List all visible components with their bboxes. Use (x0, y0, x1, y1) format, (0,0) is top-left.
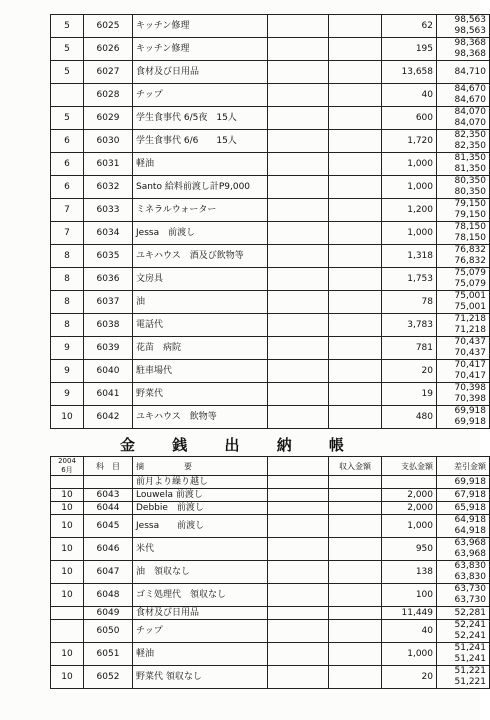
cell-blank (268, 666, 329, 689)
cell-income (329, 38, 382, 61)
cell-balance (437, 584, 490, 607)
balance-value: 65,918 (454, 502, 486, 513)
cell-description: Louwela 前渡し (133, 489, 268, 502)
cell-income (329, 268, 382, 291)
balance-value: 69,918 (454, 417, 486, 427)
cell-blank (268, 176, 329, 199)
header-balance: 差引金額 (437, 457, 490, 476)
cell-expense: 78 (382, 291, 437, 314)
cell-expense: 600 (382, 107, 437, 130)
cell-balance (437, 383, 490, 406)
balance-value: 84,070 (454, 118, 486, 128)
cell-income (329, 84, 382, 107)
cell-expense: 13,658 (382, 61, 437, 84)
balance-value: 76,832 (454, 256, 486, 266)
cell-expense: 1,000 (382, 222, 437, 245)
cell-voucher-no: 6029 (84, 107, 133, 130)
ledger-table-top (50, 14, 490, 429)
cell-description: ユキハウス 酒及び飲物等 (133, 245, 268, 268)
ledger-title: 金 銭 出 納 帳 (120, 436, 360, 454)
cell-income (329, 607, 382, 620)
cell-description: 食材及び日用品 (133, 61, 268, 84)
cell-expense (382, 476, 437, 489)
table-row (51, 199, 490, 222)
cell-income (329, 383, 382, 406)
cell-expense: 1,000 (382, 176, 437, 199)
cell-expense: 1,200 (382, 199, 437, 222)
cell-expense: 1,720 (382, 130, 437, 153)
balance-value: 69,918 (454, 476, 486, 487)
cell-expense: 62 (382, 15, 437, 38)
table-row (51, 666, 490, 689)
cell-balance (437, 84, 490, 107)
cell-income (329, 130, 382, 153)
cell-balance (437, 476, 490, 489)
cell-voucher-no: 6031 (84, 153, 133, 176)
table-row (51, 584, 490, 607)
cell-income (329, 666, 382, 689)
cell-balance (437, 222, 490, 245)
cell-balance (437, 561, 490, 584)
cell-income (329, 538, 382, 561)
cell-month: 6 (51, 176, 84, 199)
cell-description: Jessa 前渡し (133, 515, 268, 538)
balance-value: 78,150 (454, 233, 486, 243)
cell-voucher-no: 6044 (84, 502, 133, 515)
cell-description: 油 領収なし (133, 561, 268, 584)
cell-blank (268, 107, 329, 130)
cell-balance (437, 176, 490, 199)
cell-expense: 781 (382, 337, 437, 360)
cell-expense: 19 (382, 383, 437, 406)
cell-blank (268, 61, 329, 84)
cell-balance (437, 489, 490, 502)
cell-month: 7 (51, 222, 84, 245)
balance-value: 78,150 (454, 222, 486, 232)
table-row (51, 291, 490, 314)
cell-description: 軽油 (133, 153, 268, 176)
balance-value: 51,221 (454, 666, 486, 676)
cell-description: ゴミ処理代 領収なし (133, 584, 268, 607)
cell-balance (437, 38, 490, 61)
cell-voucher-no (84, 476, 133, 489)
cell-voucher-no: 6025 (84, 15, 133, 38)
cell-month: 10 (51, 515, 84, 538)
cell-voucher-no: 6045 (84, 515, 133, 538)
cell-balance (437, 538, 490, 561)
cell-blank (268, 538, 329, 561)
cell-income (329, 584, 382, 607)
cell-description: 前月より繰り越し (133, 476, 268, 489)
cell-balance (437, 406, 490, 429)
cell-expense: 1,318 (382, 245, 437, 268)
cell-expense: 950 (382, 538, 437, 561)
balance-value: 71,218 (454, 325, 486, 335)
table-row (51, 515, 490, 538)
table-row (51, 643, 490, 666)
cell-month: 7 (51, 199, 84, 222)
balance-value: 82,350 (454, 130, 486, 140)
cell-voucher-no: 6040 (84, 360, 133, 383)
cell-month (51, 84, 84, 107)
cell-description: ミネラルウォーター (133, 199, 268, 222)
table-row (51, 360, 490, 383)
table-header-row (51, 457, 490, 476)
table-row (51, 561, 490, 584)
cell-income (329, 61, 382, 84)
cell-balance (437, 643, 490, 666)
cell-blank (268, 607, 329, 620)
table-row (51, 222, 490, 245)
cell-voucher-no: 6039 (84, 337, 133, 360)
cell-expense: 11,449 (382, 607, 437, 620)
cell-blank (268, 502, 329, 515)
header-description: 摘 要 (133, 457, 268, 476)
header-year-month (51, 457, 84, 476)
cell-income (329, 489, 382, 502)
cell-description: 電話代 (133, 314, 268, 337)
cell-income (329, 337, 382, 360)
cell-balance (437, 15, 490, 38)
table-row (51, 245, 490, 268)
cell-blank (268, 643, 329, 666)
balance-value: 52,241 (454, 620, 486, 630)
balance-value: 98,368 (454, 49, 486, 59)
cell-description: Santo 給料前渡し計P9,000 (133, 176, 268, 199)
header-year: 2004 (58, 457, 76, 465)
cell-month: 8 (51, 314, 84, 337)
cell-month (51, 476, 84, 489)
cell-month: 8 (51, 268, 84, 291)
cell-balance (437, 607, 490, 620)
cell-description: 駐車場代 (133, 360, 268, 383)
balance-value: 63,730 (454, 595, 486, 605)
cell-description: 学生食事代 6/5夜 15人 (133, 107, 268, 130)
balance-value: 75,079 (454, 279, 486, 289)
cell-description: キッチン修理 (133, 15, 268, 38)
table-row (51, 107, 490, 130)
cell-balance (437, 515, 490, 538)
balance-value: 70,437 (454, 337, 486, 347)
cell-blank (268, 222, 329, 245)
cell-month: 9 (51, 360, 84, 383)
cell-balance (437, 107, 490, 130)
balance-value: 84,710 (454, 66, 486, 77)
balance-value: 76,832 (454, 245, 486, 255)
cell-description: 油 (133, 291, 268, 314)
cell-description: キッチン修理 (133, 38, 268, 61)
table-row (51, 406, 490, 429)
balance-value: 63,730 (454, 584, 486, 594)
cell-blank (268, 360, 329, 383)
cell-expense: 3,783 (382, 314, 437, 337)
cell-voucher-no: 6030 (84, 130, 133, 153)
cell-balance (437, 337, 490, 360)
balance-value: 98,563 (454, 15, 486, 25)
cell-description: 軽油 (133, 643, 268, 666)
cell-month: 9 (51, 383, 84, 406)
cell-balance (437, 153, 490, 176)
header-blank (268, 457, 329, 476)
cell-description: Debbie 前渡し (133, 502, 268, 515)
balance-value: 84,670 (454, 84, 486, 94)
cell-income (329, 176, 382, 199)
cell-voucher-no: 6046 (84, 538, 133, 561)
cell-voucher-no: 6042 (84, 406, 133, 429)
ledger-table-bottom (50, 456, 490, 689)
cell-balance (437, 502, 490, 515)
cell-voucher-no: 6051 (84, 643, 133, 666)
cell-voucher-no: 6028 (84, 84, 133, 107)
cell-blank (268, 268, 329, 291)
cell-expense: 20 (382, 666, 437, 689)
cell-description: チップ (133, 620, 268, 643)
balance-value: 70,417 (454, 360, 486, 370)
cell-balance (437, 199, 490, 222)
cell-description: ユキハウス 飲物等 (133, 406, 268, 429)
table-row (51, 538, 490, 561)
cell-month: 10 (51, 666, 84, 689)
cell-income (329, 291, 382, 314)
cell-expense: 2,000 (382, 502, 437, 515)
balance-value: 67,918 (454, 489, 486, 500)
balance-value: 80,350 (454, 176, 486, 186)
cell-blank (268, 15, 329, 38)
cell-income (329, 314, 382, 337)
cell-blank (268, 245, 329, 268)
header-expense: 支払金額 (382, 457, 437, 476)
cell-voucher-no: 6047 (84, 561, 133, 584)
table-row (51, 489, 490, 502)
cell-voucher-no: 6035 (84, 245, 133, 268)
cell-month: 10 (51, 561, 84, 584)
cell-blank (268, 584, 329, 607)
cell-voucher-no: 6027 (84, 61, 133, 84)
cell-balance (437, 360, 490, 383)
cell-balance (437, 130, 490, 153)
cell-balance (437, 268, 490, 291)
cell-voucher-no: 6049 (84, 607, 133, 620)
table-row (51, 130, 490, 153)
cell-description: 野菜代 領収なし (133, 666, 268, 689)
cell-expense: 138 (382, 561, 437, 584)
cell-month: 10 (51, 502, 84, 515)
cell-expense: 195 (382, 38, 437, 61)
table-row (51, 268, 490, 291)
cell-balance (437, 245, 490, 268)
cell-month: 10 (51, 489, 84, 502)
cell-month: 5 (51, 15, 84, 38)
balance-value: 98,563 (454, 26, 486, 36)
cell-month: 6 (51, 153, 84, 176)
table-row (51, 502, 490, 515)
balance-value: 84,670 (454, 95, 486, 105)
cell-income (329, 476, 382, 489)
cell-blank (268, 406, 329, 429)
cell-expense: 1,000 (382, 643, 437, 666)
cell-income (329, 620, 382, 643)
balance-value: 81,350 (454, 164, 486, 174)
balance-value: 70,437 (454, 348, 486, 358)
header-income: 収入金額 (329, 457, 382, 476)
cell-balance (437, 620, 490, 643)
balance-value: 75,079 (454, 268, 486, 278)
balance-value: 52,241 (454, 631, 486, 641)
cell-balance (437, 291, 490, 314)
cell-month: 10 (51, 538, 84, 561)
cell-month: 10 (51, 406, 84, 429)
cell-expense: 480 (382, 406, 437, 429)
balance-value: 79,150 (454, 210, 486, 220)
cell-month: 8 (51, 291, 84, 314)
cell-income (329, 406, 382, 429)
cell-income (329, 222, 382, 245)
cell-month (51, 620, 84, 643)
cell-balance (437, 61, 490, 84)
cell-expense: 20 (382, 360, 437, 383)
cell-voucher-no: 6033 (84, 199, 133, 222)
cell-month (51, 607, 84, 620)
table-row (51, 476, 490, 489)
cell-expense: 40 (382, 84, 437, 107)
balance-value: 51,221 (454, 677, 486, 687)
cell-income (329, 153, 382, 176)
cell-blank (268, 291, 329, 314)
balance-value: 64,918 (454, 515, 486, 525)
balance-value: 70,417 (454, 371, 486, 381)
cell-blank (268, 561, 329, 584)
cell-blank (268, 38, 329, 61)
cell-voucher-no: 6026 (84, 38, 133, 61)
cell-voucher-no: 6048 (84, 584, 133, 607)
cell-blank (268, 489, 329, 502)
table-row (51, 607, 490, 620)
cell-income (329, 561, 382, 584)
table-row (51, 38, 490, 61)
cell-income (329, 107, 382, 130)
table-row (51, 314, 490, 337)
table-row (51, 153, 490, 176)
cell-expense: 40 (382, 620, 437, 643)
cell-voucher-no: 6043 (84, 489, 133, 502)
balance-value: 79,150 (454, 199, 486, 209)
cell-blank (268, 476, 329, 489)
cell-voucher-no: 6038 (84, 314, 133, 337)
cell-description: 文房具 (133, 268, 268, 291)
cell-voucher-no: 6037 (84, 291, 133, 314)
cell-income (329, 515, 382, 538)
cell-balance (437, 666, 490, 689)
cell-blank (268, 84, 329, 107)
table-row (51, 176, 490, 199)
cell-blank (268, 337, 329, 360)
table-row (51, 84, 490, 107)
cell-income (329, 199, 382, 222)
cell-income (329, 15, 382, 38)
table-row (51, 61, 490, 84)
balance-value: 64,918 (454, 526, 486, 536)
table-row (51, 383, 490, 406)
table-row (51, 620, 490, 643)
cell-voucher-no: 6041 (84, 383, 133, 406)
cell-blank (268, 199, 329, 222)
balance-value: 69,918 (454, 406, 486, 416)
cell-voucher-no: 6032 (84, 176, 133, 199)
balance-value: 63,968 (454, 538, 486, 548)
balance-value: 75,001 (454, 291, 486, 301)
cell-blank (268, 515, 329, 538)
balance-value: 80,350 (454, 187, 486, 197)
table-row (51, 15, 490, 38)
cell-month: 6 (51, 130, 84, 153)
cell-description: 野菜代 (133, 383, 268, 406)
table-row (51, 337, 490, 360)
cell-blank (268, 130, 329, 153)
cell-expense: 100 (382, 584, 437, 607)
cell-month: 5 (51, 61, 84, 84)
cell-expense: 1,000 (382, 515, 437, 538)
header-month: 6月 (61, 466, 73, 474)
cell-income (329, 643, 382, 666)
cell-voucher-no: 6036 (84, 268, 133, 291)
cell-description: 花苗 病院 (133, 337, 268, 360)
cell-expense: 1,753 (382, 268, 437, 291)
cell-description: チップ (133, 84, 268, 107)
balance-value: 82,350 (454, 141, 486, 151)
cell-blank (268, 314, 329, 337)
cell-description: 米代 (133, 538, 268, 561)
cell-income (329, 245, 382, 268)
cell-expense: 1,000 (382, 153, 437, 176)
cell-blank (268, 620, 329, 643)
cell-month: 10 (51, 643, 84, 666)
header-account: 科 目 (84, 457, 133, 476)
cell-month: 8 (51, 245, 84, 268)
balance-value: 71,218 (454, 314, 486, 324)
cell-month: 10 (51, 584, 84, 607)
cell-description: 食材及び日用品 (133, 607, 268, 620)
balance-value: 81,350 (454, 153, 486, 163)
cell-voucher-no: 6050 (84, 620, 133, 643)
cell-income (329, 502, 382, 515)
cell-blank (268, 153, 329, 176)
balance-value: 63,830 (454, 572, 486, 582)
cell-description: 学生食事代 6/6 15人 (133, 130, 268, 153)
balance-value: 98,368 (454, 38, 486, 48)
cell-income (329, 360, 382, 383)
balance-value: 51,241 (454, 654, 486, 664)
cell-expense: 2,000 (382, 489, 437, 502)
cell-voucher-no: 6052 (84, 666, 133, 689)
balance-value: 84,070 (454, 107, 486, 117)
cell-balance (437, 314, 490, 337)
balance-value: 63,968 (454, 549, 486, 559)
balance-value: 52,281 (454, 607, 486, 618)
cell-month: 5 (51, 38, 84, 61)
balance-value: 75,001 (454, 302, 486, 312)
cell-month: 9 (51, 337, 84, 360)
balance-value: 51,241 (454, 643, 486, 653)
balance-value: 70,398 (454, 394, 486, 404)
balance-value: 70,398 (454, 383, 486, 393)
cell-voucher-no: 6034 (84, 222, 133, 245)
cell-description: Jessa 前渡し (133, 222, 268, 245)
balance-value: 63,830 (454, 561, 486, 571)
cell-blank (268, 383, 329, 406)
cell-month: 5 (51, 107, 84, 130)
